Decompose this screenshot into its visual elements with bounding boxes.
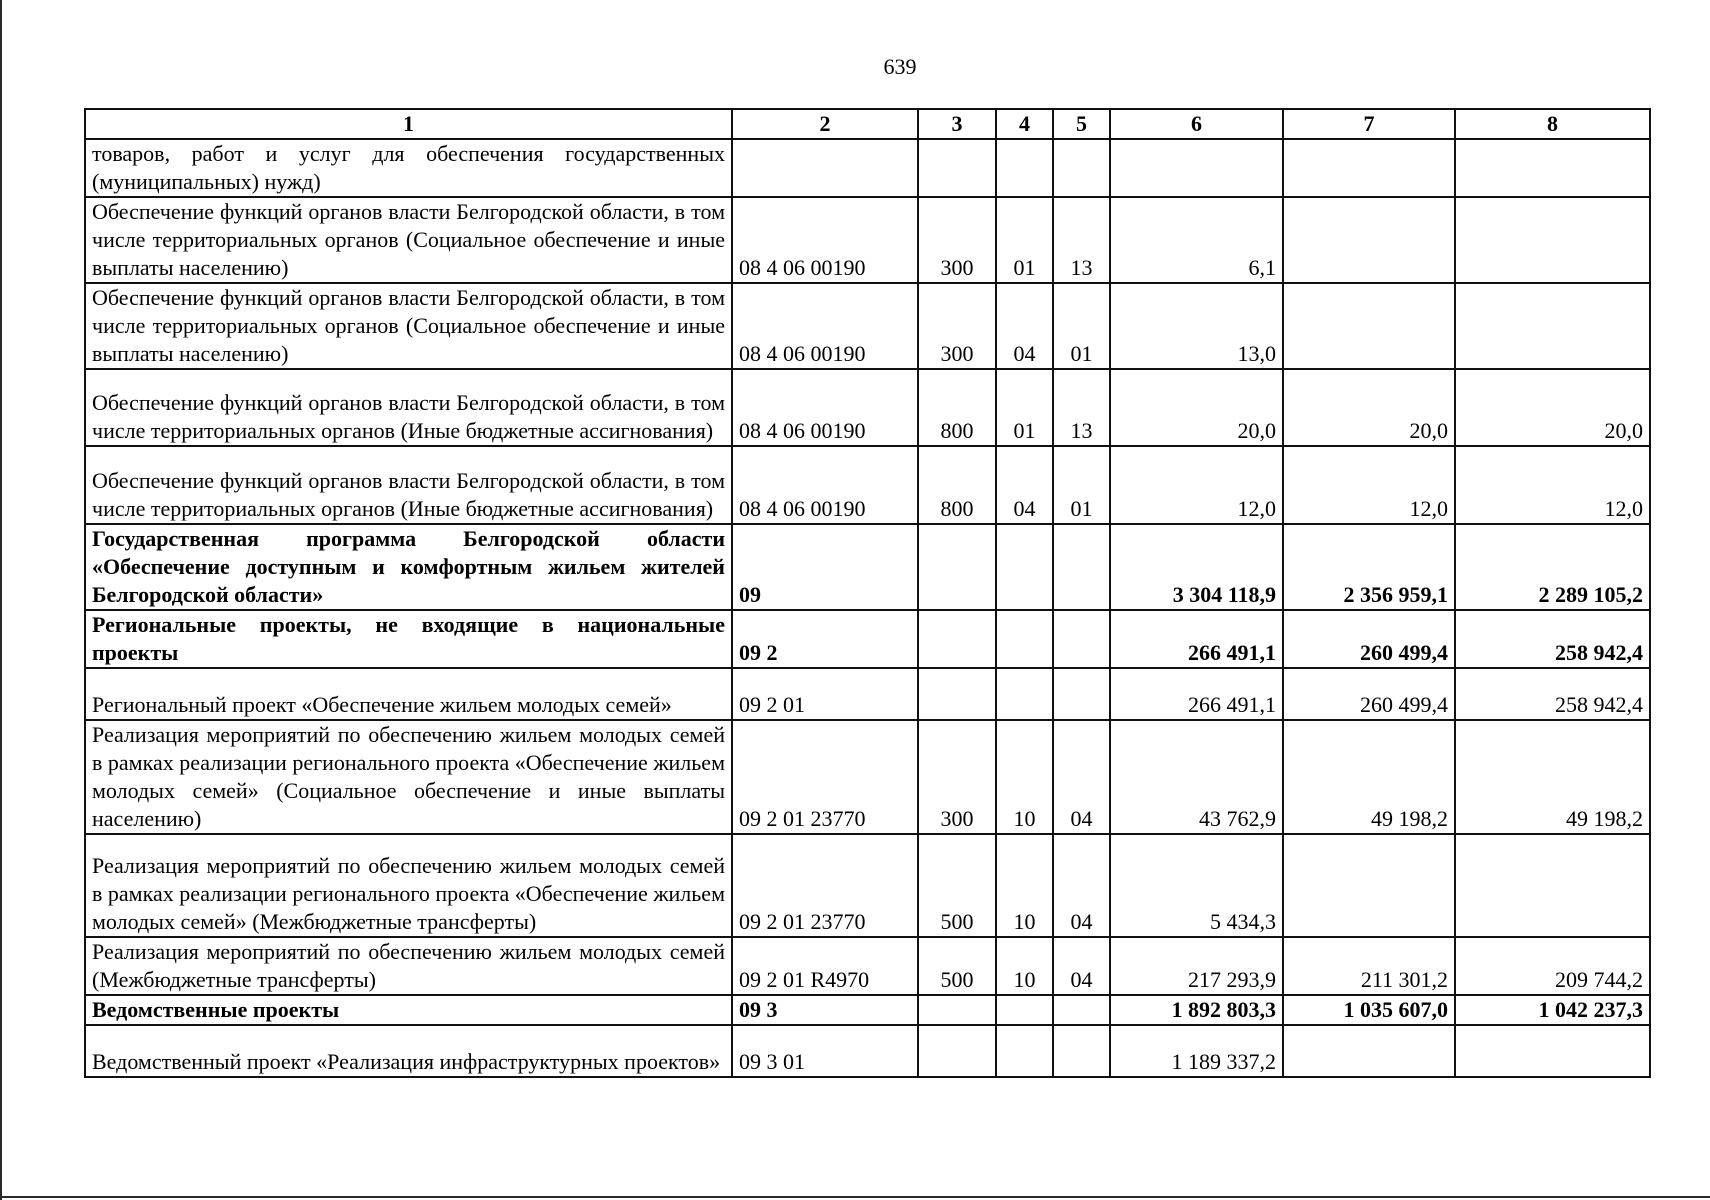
amount-col7-cell: 2 356 959,1 xyxy=(1283,524,1455,610)
amount-col7-cell: 211 301,2 xyxy=(1283,937,1455,995)
budget-code-cell: 08 4 06 00190 xyxy=(732,283,918,369)
subsection-cell: 13 xyxy=(1053,369,1110,446)
amount-col8-cell: 258 942,4 xyxy=(1455,610,1650,668)
budget-table xyxy=(84,108,1651,1078)
section-cell: 10 xyxy=(996,937,1053,995)
section-cell xyxy=(996,524,1053,610)
row-name-cell: Обеспечение функций органов власти Белгородской области, в том числе территориальных органов (Иные бюджетные ассигнования) xyxy=(85,446,732,524)
subsection-cell xyxy=(1053,1025,1110,1077)
expense-type-cell xyxy=(918,668,996,720)
table-row xyxy=(85,524,1650,610)
table-row xyxy=(85,668,1650,720)
amount-col8-cell: 2 289 105,2 xyxy=(1455,524,1650,610)
section-cell: 04 xyxy=(996,446,1053,524)
budget-code-cell: 09 2 xyxy=(732,610,918,668)
section-cell xyxy=(996,668,1053,720)
header-cell: 6 xyxy=(1110,109,1283,139)
amount-col6-cell xyxy=(1110,139,1283,197)
scan-left-edge xyxy=(0,0,2,1200)
amount-col8-cell xyxy=(1455,197,1650,283)
amount-col6-cell: 3 304 118,9 xyxy=(1110,524,1283,610)
row-name-cell: товаров, работ и услуг для обеспечения государственных (муниципальных) нужд) xyxy=(85,139,732,197)
subsection-cell: 04 xyxy=(1053,834,1110,937)
table-row xyxy=(85,995,1650,1025)
budget-code-cell: 09 xyxy=(732,524,918,610)
subsection-cell xyxy=(1053,610,1110,668)
section-cell xyxy=(996,995,1053,1025)
amount-col8-cell: 258 942,4 xyxy=(1455,668,1650,720)
amount-col6-cell: 20,0 xyxy=(1110,369,1283,446)
amount-col8-cell: 209 744,2 xyxy=(1455,937,1650,995)
amount-col8-cell xyxy=(1455,834,1650,937)
table-row xyxy=(85,446,1650,524)
header-cell: 2 xyxy=(732,109,918,139)
amount-col6-cell: 43 762,9 xyxy=(1110,720,1283,834)
subsection-cell xyxy=(1053,668,1110,720)
section-cell: 04 xyxy=(996,283,1053,369)
budget-code-cell xyxy=(732,139,918,197)
section-cell: 10 xyxy=(996,834,1053,937)
amount-col7-cell xyxy=(1283,197,1455,283)
table-row xyxy=(85,720,1650,834)
header-cell: 3 xyxy=(918,109,996,139)
row-name-cell: Реализация мероприятий по обеспечению жильем молодых семей в рамках реализации регионального проекта «Обеспечение жильем молодых семей» (Социальное обеспечение и иные выплаты населению) xyxy=(85,720,732,834)
row-name-cell: Региональный проект «Обеспечение жильем молодых семей» xyxy=(85,668,732,720)
row-name-cell: Государственная программа Белгородской области «Обеспечение доступным и комфортным жильем жителей Белгородской области» xyxy=(85,524,732,610)
subsection-cell xyxy=(1053,139,1110,197)
section-cell: 10 xyxy=(996,720,1053,834)
table-row xyxy=(85,1025,1650,1077)
subsection-cell xyxy=(1053,995,1110,1025)
amount-col7-cell: 1 035 607,0 xyxy=(1283,995,1455,1025)
expense-type-cell xyxy=(918,610,996,668)
amount-col8-cell: 1 042 237,3 xyxy=(1455,995,1650,1025)
header-cell: 1 xyxy=(85,109,732,139)
amount-col7-cell: 260 499,4 xyxy=(1283,610,1455,668)
expense-type-cell: 500 xyxy=(918,834,996,937)
amount-col7-cell: 49 198,2 xyxy=(1283,720,1455,834)
amount-col8-cell xyxy=(1455,283,1650,369)
expense-type-cell: 300 xyxy=(918,720,996,834)
budget-code-cell: 08 4 06 00190 xyxy=(732,446,918,524)
amount-col6-cell: 12,0 xyxy=(1110,446,1283,524)
amount-col7-cell: 260 499,4 xyxy=(1283,668,1455,720)
amount-col6-cell: 1 892 803,3 xyxy=(1110,995,1283,1025)
budget-code-cell: 09 2 01 23770 xyxy=(732,720,918,834)
budget-code-cell: 09 2 01 R4970 xyxy=(732,937,918,995)
amount-col8-cell: 20,0 xyxy=(1455,369,1650,446)
subsection-cell: 13 xyxy=(1053,197,1110,283)
section-cell xyxy=(996,610,1053,668)
amount-col6-cell: 217 293,9 xyxy=(1110,937,1283,995)
expense-type-cell xyxy=(918,139,996,197)
amount-col8-cell: 12,0 xyxy=(1455,446,1650,524)
row-name-cell: Ведомственные проекты xyxy=(85,995,732,1025)
expense-type-cell: 800 xyxy=(918,369,996,446)
row-name-cell: Реализация мероприятий по обеспечению жильем молодых семей (Межбюджетные трансферты) xyxy=(85,937,732,995)
budget-code-cell: 09 3 xyxy=(732,995,918,1025)
subsection-cell xyxy=(1053,524,1110,610)
amount-col7-cell xyxy=(1283,139,1455,197)
table-row xyxy=(85,834,1650,937)
amount-col7-cell: 12,0 xyxy=(1283,446,1455,524)
amount-col6-cell: 13,0 xyxy=(1110,283,1283,369)
row-name-cell: Ведомственный проект «Реализация инфраструктурных проектов» xyxy=(85,1025,732,1077)
amount-col6-cell: 5 434,3 xyxy=(1110,834,1283,937)
table-body xyxy=(85,139,1650,1077)
expense-type-cell xyxy=(918,995,996,1025)
amount-col7-cell: 20,0 xyxy=(1283,369,1455,446)
row-name-cell: Обеспечение функций органов власти Белгородской области, в том числе территориальных органов (Социальное обеспечение и иные выплаты населению) xyxy=(85,283,732,369)
expense-type-cell: 800 xyxy=(918,446,996,524)
section-cell: 01 xyxy=(996,369,1053,446)
section-cell xyxy=(996,139,1053,197)
subsection-cell: 01 xyxy=(1053,446,1110,524)
amount-col8-cell xyxy=(1455,1025,1650,1077)
page-number: 639 xyxy=(883,54,917,79)
row-name-cell: Обеспечение функций органов власти Белгородской области, в том числе территориальных органов (Социальное обеспечение и иные выплаты населению) xyxy=(85,197,732,283)
table-row xyxy=(85,369,1650,446)
amount-col8-cell: 49 198,2 xyxy=(1455,720,1650,834)
expense-type-cell: 300 xyxy=(918,283,996,369)
table-row xyxy=(85,139,1650,197)
scan-bottom-edge xyxy=(0,1196,1710,1198)
amount-col7-cell xyxy=(1283,834,1455,937)
amount-col8-cell xyxy=(1455,139,1650,197)
amount-col7-cell xyxy=(1283,283,1455,369)
section-cell: 01 xyxy=(996,197,1053,283)
table-row xyxy=(85,283,1650,369)
table-row xyxy=(85,610,1650,668)
budget-code-cell: 09 2 01 xyxy=(732,668,918,720)
amount-col6-cell: 266 491,1 xyxy=(1110,668,1283,720)
row-name-cell: Региональные проекты, не входящие в национальные проекты xyxy=(85,610,732,668)
expense-type-cell xyxy=(918,1025,996,1077)
table-header-row xyxy=(85,109,1650,139)
row-name-cell: Реализация мероприятий по обеспечению жильем молодых семей в рамках реализации регионального проекта «Обеспечение жильем молодых семей» (Межбюджетные трансферты) xyxy=(85,834,732,937)
header-cell: 5 xyxy=(1053,109,1110,139)
header-cell: 4 xyxy=(996,109,1053,139)
section-cell xyxy=(996,1025,1053,1077)
amount-col7-cell xyxy=(1283,1025,1455,1077)
budget-code-cell: 09 2 01 23770 xyxy=(732,834,918,937)
expense-type-cell: 500 xyxy=(918,937,996,995)
subsection-cell: 01 xyxy=(1053,283,1110,369)
budget-code-cell: 08 4 06 00190 xyxy=(732,197,918,283)
header-cell: 7 xyxy=(1283,109,1455,139)
subsection-cell: 04 xyxy=(1053,937,1110,995)
amount-col6-cell: 6,1 xyxy=(1110,197,1283,283)
expense-type-cell xyxy=(918,524,996,610)
table-row xyxy=(85,197,1650,283)
subsection-cell: 04 xyxy=(1053,720,1110,834)
amount-col6-cell: 1 189 337,2 xyxy=(1110,1025,1283,1077)
header-cell: 8 xyxy=(1455,109,1650,139)
table-row xyxy=(85,937,1650,995)
expense-type-cell: 300 xyxy=(918,197,996,283)
amount-col6-cell: 266 491,1 xyxy=(1110,610,1283,668)
budget-code-cell: 08 4 06 00190 xyxy=(732,369,918,446)
budget-code-cell: 09 3 01 xyxy=(732,1025,918,1077)
row-name-cell: Обеспечение функций органов власти Белгородской области, в том числе территориальных органов (Иные бюджетные ассигнования) xyxy=(85,369,732,446)
